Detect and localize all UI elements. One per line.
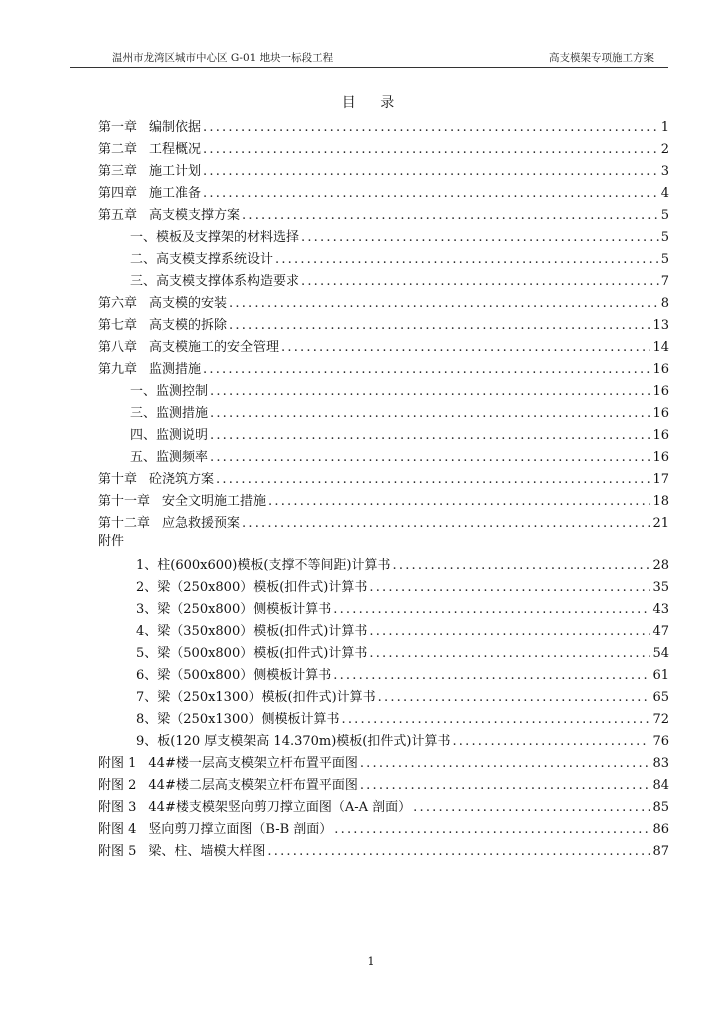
toc-page-number: 86	[652, 822, 669, 837]
toc-chapter-number: 第六章	[98, 296, 138, 311]
toc-page-number: 5	[660, 230, 669, 245]
toc-leader-dots	[369, 624, 650, 639]
toc-entry	[98, 752, 669, 772]
toc-page-number: 61	[652, 668, 669, 683]
toc-page-number: 8	[660, 296, 669, 311]
toc-figure-number: 附图 1	[98, 756, 137, 771]
toc-entry	[98, 182, 669, 202]
toc-entry	[98, 490, 669, 510]
toc-page-number: 54	[652, 646, 669, 661]
toc-figure-number: 附图 2	[98, 778, 137, 793]
toc-chapter-number: 第三章	[98, 164, 138, 179]
toc-leader-dots	[275, 252, 659, 267]
toc-page-number: 16	[652, 384, 669, 399]
toc-page-number: 2	[660, 142, 669, 157]
toc-page-number: 3	[660, 164, 669, 179]
toc-leader-dots	[333, 668, 650, 683]
toc-entry	[98, 358, 669, 378]
toc-chapter-number: 第九章	[98, 362, 138, 377]
toc-entry-title: 2、梁（250x800）模板(扣件式)计算书	[136, 580, 368, 595]
toc-leader-dots	[369, 580, 650, 595]
toc-entry	[98, 204, 669, 224]
toc-entry	[136, 620, 669, 640]
toc-page-number: 18	[652, 494, 669, 509]
toc-leader-dots	[203, 362, 650, 377]
toc-title: 目 录	[341, 95, 405, 111]
toc-leader-dots	[203, 186, 659, 201]
toc-entry-title: 44#楼二层高支模架立杆布置平面图	[148, 778, 358, 793]
toc-entry	[98, 116, 669, 136]
toc-entry-title: 竖向剪刀撑立面图（B-B 剖面）	[148, 822, 333, 837]
toc-figure-number: 附图 3	[98, 800, 137, 815]
toc-chapter-number: 第一章	[98, 120, 138, 135]
toc-leader-dots	[281, 340, 650, 355]
toc-page-number: 76	[652, 734, 669, 749]
toc-page-number: 4	[660, 186, 669, 201]
toc-page-number: 16	[652, 362, 669, 377]
toc-entry-title: 梁、柱、墙模大样图	[148, 844, 266, 859]
toc-entry-title: 一、模板及支撑架的材料选择	[130, 230, 300, 245]
toc-entry	[136, 708, 669, 728]
toc-entry	[98, 336, 669, 356]
toc-entry-title: 8、梁（250x1300）侧模板计算书	[136, 712, 340, 727]
toc-entry-title: 砼浇筑方案	[149, 472, 215, 487]
toc-leader-dots	[360, 778, 651, 793]
toc-entry-title: 高支模的安装	[149, 296, 228, 311]
toc-entry	[136, 598, 669, 618]
toc-entry-title: 四、监测说明	[130, 428, 209, 443]
toc-page-number: 16	[652, 406, 669, 421]
toc-entry-title: 五、监测频率	[130, 450, 209, 465]
toc-leader-dots	[342, 712, 651, 727]
toc-entry-title: 监测措施	[149, 362, 202, 377]
toc-entry-title: 7、梁（250x1300）模板(扣件式)计算书	[136, 690, 376, 705]
toc-page-number: 17	[652, 472, 669, 487]
toc-entry-title: 6、梁（500x800）侧模板计算书	[136, 668, 332, 683]
toc-leader-dots	[267, 844, 650, 859]
toc-leader-dots	[242, 208, 659, 223]
toc-entry-title: 三、高支模支撑体系构造要求	[130, 274, 300, 289]
page-number: 1	[367, 955, 375, 968]
toc-page-number: 7	[660, 274, 669, 289]
toc-leader-dots	[229, 296, 659, 311]
toc-entry	[130, 248, 669, 268]
toc-page-number: 85	[652, 800, 669, 815]
toc-leader-dots	[301, 274, 659, 289]
toc-entry-title: 4、梁（350x800）模板(扣件式)计算书	[136, 624, 368, 639]
toc-page-number: 35	[652, 580, 669, 595]
toc-entry	[130, 380, 669, 400]
toc-entry	[98, 818, 669, 838]
toc-entry-title: 工程概况	[149, 142, 202, 157]
toc-entry-title: 高支模的拆除	[149, 318, 228, 333]
toc-entry	[98, 160, 669, 180]
toc-leader-dots	[378, 690, 651, 705]
toc-leader-dots	[203, 120, 659, 135]
toc-leader-dots	[360, 756, 651, 771]
toc-entry	[98, 512, 669, 532]
toc-page-number: 5	[660, 252, 669, 267]
toc-entry-title: 施工计划	[149, 164, 202, 179]
toc-entry-title: 5、梁（500x800）模板(扣件式)计算书	[136, 646, 368, 661]
toc-entry-title: 高支模支撑方案	[149, 208, 241, 223]
toc-page-number: 21	[652, 516, 669, 531]
toc-chapter-number: 第十章	[98, 472, 138, 487]
header-project-name: 温州市龙湾区城市中心区 G-01 地块一标段工程	[112, 52, 334, 64]
toc-entry-title: 施工准备	[149, 186, 202, 201]
toc-leader-dots	[334, 822, 650, 837]
toc-page-number: 1	[660, 120, 669, 135]
header-document-title: 高支模架专项施工方案	[549, 52, 654, 64]
toc-entry-title: 44#楼支模架竖向剪刀撑立面图（A-A 剖面）	[148, 800, 412, 815]
toc-entry	[98, 468, 669, 488]
toc-entry	[136, 686, 669, 706]
toc-page-number: 84	[652, 778, 669, 793]
toc-page-number: 14	[652, 340, 669, 355]
toc-entry-title: 一、监测控制	[130, 384, 209, 399]
toc-entry-title: 高支模施工的安全管理	[149, 340, 280, 355]
appendix-heading: 附件	[98, 534, 125, 549]
toc-entry-title: 应急救援预案	[162, 516, 241, 531]
toc-entry-title: 3、梁（250x800）侧模板计算书	[136, 602, 332, 617]
toc-chapter-number: 第七章	[98, 318, 138, 333]
toc-entry	[98, 292, 669, 312]
toc-chapter-number: 第四章	[98, 186, 138, 201]
toc-entry-title: 9、板(120 厚支模架高 14.370m)模板(扣件式)计算书	[136, 734, 451, 749]
toc-entry-title: 三、监测措施	[130, 406, 209, 421]
toc-page-number: 5	[660, 208, 669, 223]
toc-entry	[98, 314, 669, 334]
toc-chapter-number: 第二章	[98, 142, 138, 157]
toc-page-number: 72	[652, 712, 669, 727]
toc-entry-title: 44#楼一层高支模架立杆布置平面图	[148, 756, 358, 771]
toc-page-number: 43	[652, 602, 669, 617]
toc-figure-number: 附图 5	[98, 844, 137, 859]
toc-leader-dots	[393, 558, 651, 573]
toc-leader-dots	[210, 450, 650, 465]
toc-entry	[98, 796, 669, 816]
toc-entry	[136, 554, 669, 574]
toc-leader-dots	[210, 384, 650, 399]
toc-leader-dots	[242, 516, 650, 531]
toc-leader-dots	[268, 494, 650, 509]
toc-leader-dots	[301, 230, 659, 245]
toc-chapter-number: 第五章	[98, 208, 138, 223]
toc-leader-dots	[369, 646, 650, 661]
toc-page-number: 28	[652, 558, 669, 573]
toc-leader-dots	[216, 472, 650, 487]
toc-page-number: 16	[652, 450, 669, 465]
toc-leader-dots	[203, 164, 659, 179]
toc-chapter-number: 第十二章	[98, 516, 151, 531]
toc-figure-number: 附图 4	[98, 822, 137, 837]
toc-leader-dots	[203, 142, 659, 157]
toc-leader-dots	[452, 734, 650, 749]
toc-entry	[98, 138, 669, 158]
toc-page-number: 83	[652, 756, 669, 771]
toc-page-number: 13	[652, 318, 669, 333]
toc-entry	[98, 840, 669, 860]
toc-entry	[136, 664, 669, 684]
toc-entry-title: 安全文明施工措施	[162, 494, 267, 509]
toc-chapter-number: 第八章	[98, 340, 138, 355]
toc-entry	[130, 402, 669, 422]
toc-page-number: 65	[652, 690, 669, 705]
toc-leader-dots	[210, 428, 650, 443]
toc-leader-dots	[413, 800, 650, 815]
toc-leader-dots	[333, 602, 650, 617]
toc-leader-dots	[210, 406, 650, 421]
toc-leader-dots	[229, 318, 650, 333]
toc-entry	[136, 642, 669, 662]
toc-entry	[136, 730, 669, 750]
toc-entry	[130, 424, 669, 444]
toc-page-number: 87	[652, 844, 669, 859]
toc-entry-title: 编制依据	[149, 120, 202, 135]
toc-chapter-number: 第十一章	[98, 494, 151, 509]
toc-entry	[130, 446, 669, 466]
toc-entry	[130, 226, 669, 246]
toc-entry-title: 1、柱(600x600)模板(支撑不等间距)计算书	[136, 558, 391, 573]
toc-entry-title: 二、高支模支撑系统设计	[130, 252, 274, 267]
toc-page-number: 16	[652, 428, 669, 443]
toc-page-number: 47	[652, 624, 669, 639]
toc-entry	[136, 576, 669, 596]
toc-entry	[130, 270, 669, 290]
toc-entry	[98, 774, 669, 794]
